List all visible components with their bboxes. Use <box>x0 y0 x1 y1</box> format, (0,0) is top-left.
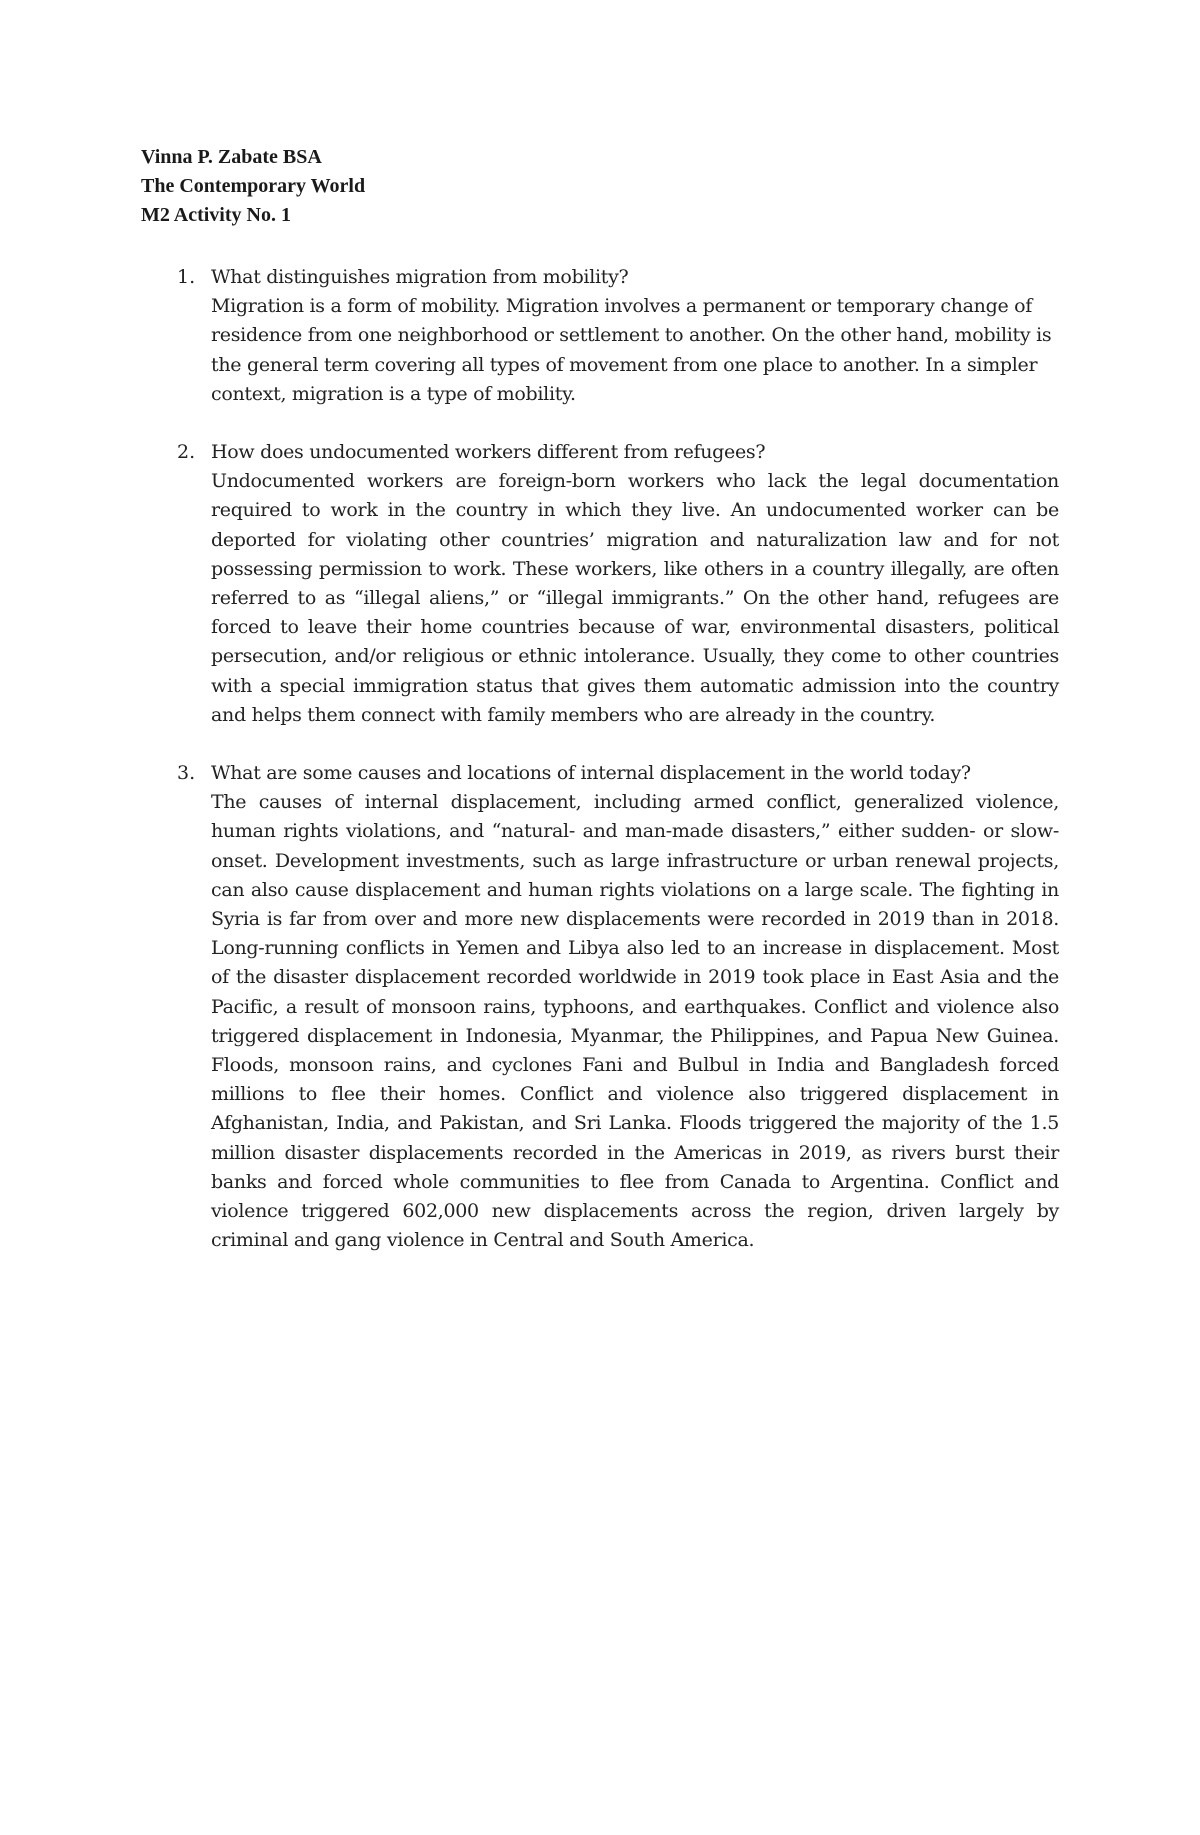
course-title: The Contemporary World <box>141 175 366 197</box>
question-text: How does undocumented workers different from refugees? <box>211 441 766 464</box>
answer-text: Migration is a form of mobility. Migration involves a permanent or temporary change of residence from one neighborhood or settlement to another. On the other hand, mobility is the general term covering all types of movement from one place to another. In a simpler context, migration is a type of mobility. <box>211 295 1052 405</box>
question-list <box>141 263 1059 1285</box>
question-text: What distinguishes migration from mobility? <box>211 266 629 288</box>
question-item-3 <box>141 759 1059 1255</box>
author-name: Vinna P. Zabate BSA <box>141 146 322 168</box>
question-text: What are some causes and locations of internal displacement in the world today? <box>211 762 971 785</box>
answer-text: The causes of internal displacement, including armed conflict, generalized violence, human rights violations, and “natural- and man-made disasters,” either sudden- or slow-onset. Development investments, such as large infrastructure or urban renewal projects, can also cause displacement and human rights violations on a large scale. The fighting in Syria is far from over and more new displacements were recorded in 2019 than in 2018. Long-running conflicts in Yemen and Libya also led to an increase in displacement. Most of the disaster displacement recorded worldwide in 2019 took place in East Asia and the Pacific, a result of monsoon rains, typhoons, and earthquakes. Conflict and violence also triggered displacement in Indonesia, Myanmar, the Philippines, and Papua New Guinea. Floods, monsoon rains, and cyclones Fani and Bulbul in India and Bangladesh forced millions to flee their homes. Conflict and violence also triggered displacement in Afghanistan, India, and Pakistan, and Sri Lanka. Floods triggered the majority of the 1.5 million disaster displacements recorded in the Americas in 2019, as rivers burst their banks and forced whole communities to flee from Canada to Argentina. Conflict and violence triggered 602,000 new displacements across the region, driven largely by criminal and gang violence in Central and South America. <box>211 791 1059 1252</box>
question-number: 1. <box>177 266 196 288</box>
question-number: 2. <box>177 441 196 464</box>
activity-title: M2 Activity No. 1 <box>141 204 291 226</box>
question-item-1 <box>141 263 1059 409</box>
answer-text: Undocumented workers are foreign-born workers who lack the legal documentation required to work in the country in which they live. An undocumented worker can be deported for violating other countries’ migration and naturalization law and for not possessing permission to work. These workers, like others in a country illegally, are often referred to as “illegal aliens,” or “illegal immigrants.” On the other hand, refugees are forced to leave their home countries because of war, environmental disasters, political persecution, and/or religious or ethnic intolerance. Usually, they come to other countries with a special immigration status that gives them automatic admission into the country and helps them connect with family members who are already in the country. <box>211 470 1059 726</box>
document-header <box>141 143 1041 230</box>
question-number: 3. <box>177 762 196 785</box>
question-item-2 <box>141 438 1059 730</box>
